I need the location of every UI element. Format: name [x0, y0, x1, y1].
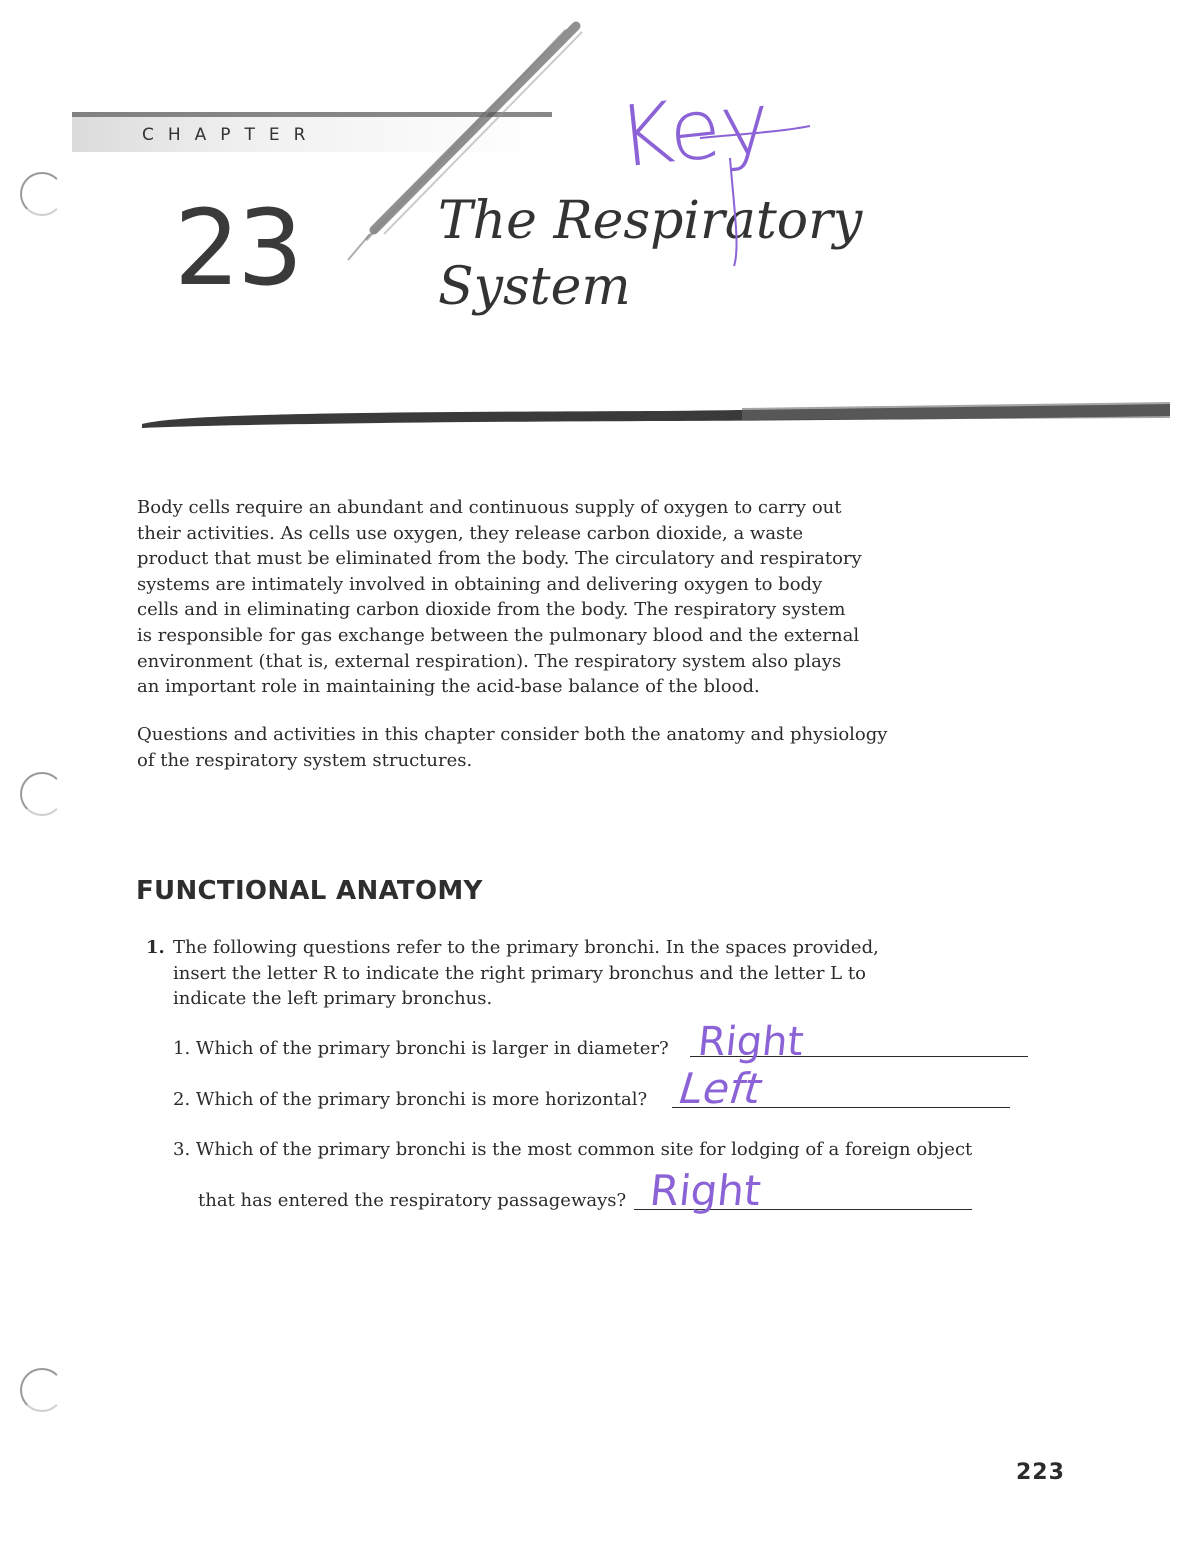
intro-p1-line: is responsible for gas exchange between the pulmonary blood and the external: [137, 624, 860, 646]
intro-p1-line: environment (that is, external respiration). The respiratory system also plays: [137, 650, 842, 672]
section-title: FUNCTIONAL ANATOMY: [136, 876, 483, 906]
question-line: insert the letter R to indicate the right primary bronchus and the letter L to: [173, 962, 866, 984]
sub-question-2: 2. Which of the primary bronchi is more horizontal?: [173, 1089, 648, 1110]
question-line: The following questions refer to the primary bronchi. In the spaces provided,: [173, 937, 879, 958]
sub-question-1: 1. Which of the primary bronchi is larger in diameter?: [173, 1038, 669, 1059]
chapter-title-line-2: System: [438, 257, 631, 317]
intro-p1-line: an important role in maintaining the acid-base balance of the blood.: [137, 676, 760, 698]
intro-p2-line: of the respiratory system structures.: [137, 749, 473, 771]
binder-hole-bottom: [20, 1368, 64, 1412]
handwritten-key-annotation: Key: [613, 73, 776, 187]
sub-question-3: 3. Which of the primary bronchi is the most common site for lodging of a foreign object: [173, 1139, 973, 1160]
question-number: 1.: [146, 937, 165, 958]
intro-p1-line: systems are intimately involved in obtaining and delivering oxygen to body: [137, 573, 823, 595]
handwritten-answer-3: Right: [647, 1166, 764, 1215]
chapter-title-line-1: The Respiratory: [438, 191, 863, 251]
handwritten-answer-2: Left: [677, 1064, 764, 1113]
question-line: indicate the left primary bronchus.: [173, 988, 493, 1010]
intro-paragraph-2: [137, 722, 897, 773]
key-underline-stroke: [690, 118, 820, 278]
chapter-number: 23: [174, 187, 301, 309]
intro-p1-line: Body cells require an abundant and continuous supply of oxygen to carry out: [137, 497, 842, 518]
intro-p2-line: Questions and activities in this chapter consider both the anatomy and physiology: [137, 724, 888, 745]
intro-p1-line: their activities. As cells use oxygen, they release carbon dioxide, a waste: [137, 522, 804, 544]
chapter-label: CHAPTER: [142, 125, 320, 145]
binder-hole-middle: [20, 772, 64, 816]
handwritten-answer-1: Right: [695, 1019, 806, 1065]
intro-p1-line: product that must be eliminated from the body. The circulatory and respiratory: [137, 548, 862, 570]
header-bottom-rule: [142, 402, 1170, 432]
page-number: 223: [1016, 1460, 1065, 1485]
intro-p1-line: cells and in eliminating carbon dioxide from the body. The respiratory system: [137, 599, 846, 621]
intro-paragraph-1: [137, 495, 897, 700]
binder-hole-top: [20, 172, 64, 216]
sub-question-3-continued: that has entered the respiratory passageways?: [198, 1190, 627, 1211]
question-1: [146, 935, 916, 1012]
